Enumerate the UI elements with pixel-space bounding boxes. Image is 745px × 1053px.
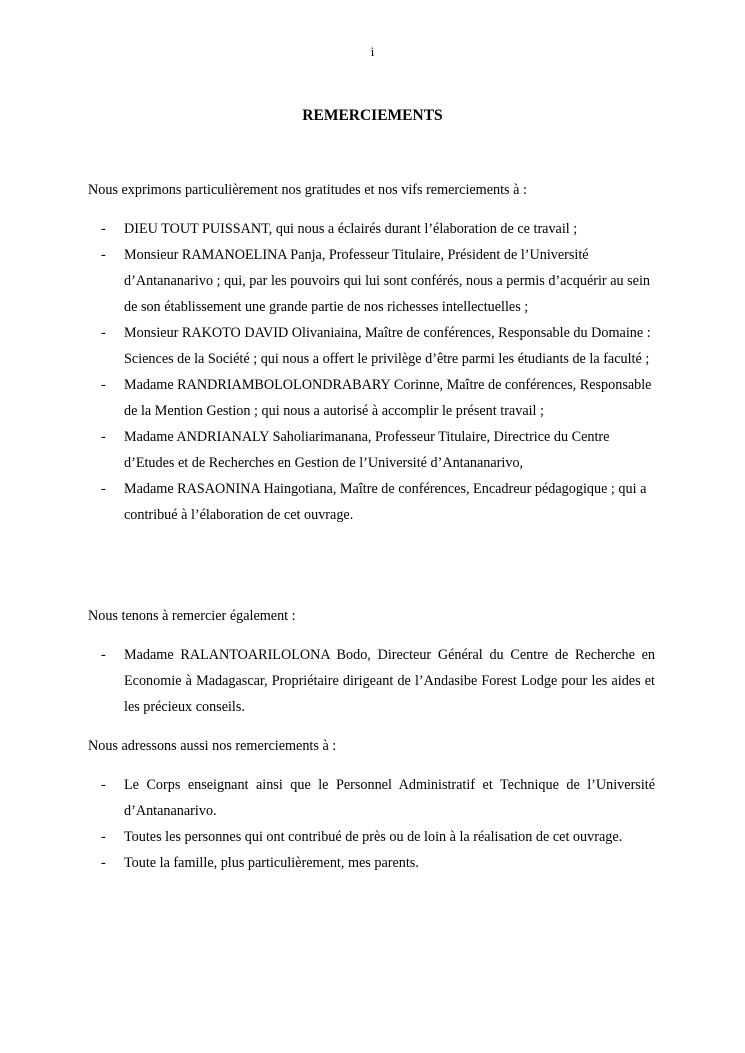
bullet-dash: -	[101, 647, 106, 663]
list-item-text: Toute la famille, plus particulièrement, mes parents.	[124, 855, 419, 871]
bullet-dash: -	[101, 777, 106, 793]
acknowledgement-list-2	[88, 642, 655, 720]
list-item	[88, 372, 655, 424]
page-title: REMERCIEMENTS	[302, 107, 443, 124]
bullet-dash: -	[101, 221, 106, 237]
bullet-dash: -	[101, 855, 106, 871]
bullet-dash: -	[101, 325, 106, 341]
list-item	[88, 824, 655, 850]
list-item-text: Toutes les personnes qui ont contribué de près ou de loin à la réalisation de cet ouvrage.	[124, 829, 623, 845]
list-item	[88, 424, 655, 476]
list-item-text: Monsieur RAKOTO DAVID Olivaniaina, Maître de conférences, Responsable du Domaine : Sciences de la Société ; qui nous a offert le privilège d’être parmi les étudiants de la faculté ;	[124, 325, 651, 367]
bullet-dash: -	[101, 377, 106, 393]
list-item	[88, 642, 655, 720]
page-number: i	[370, 44, 375, 59]
bullet-dash: -	[101, 247, 106, 263]
list-item	[88, 850, 655, 876]
list-item-text: DIEU TOUT PUISSANT, qui nous a éclairés durant l’élaboration de ce travail ;	[124, 221, 578, 237]
list-item	[88, 476, 655, 528]
acknowledgement-list-1	[88, 216, 655, 528]
bullet-dash: -	[101, 829, 106, 845]
intro-paragraph-2: Nous tenons à remercier également :	[88, 608, 296, 624]
list-item	[88, 772, 655, 824]
bullet-dash: -	[101, 481, 106, 497]
bullet-dash: -	[101, 429, 106, 445]
acknowledgement-list-3	[88, 772, 655, 876]
intro-paragraph-3: Nous adressons aussi nos remerciements à :	[88, 738, 337, 754]
list-item-text: Monsieur RAMANOELINA Panja, Professeur Titulaire, Président de l’Université d’Antananarivo ; qui, par les pouvoirs qui lui sont conférés, nous a permis d’acquérir au sein de son établissement une grande partie de nos richesses intellectuelles ;	[124, 247, 650, 315]
list-item-text: Le Corps enseignant ainsi que le Personnel Administratif et Technique de l’Université d’Antananarivo.	[124, 777, 655, 819]
list-item-text: Madame RALANTOARILOLONA Bodo, Directeur Général du Centre de Recherche en Economie à Madagascar, Propriétaire dirigeant de l’Andasibe Forest Lodge pour les aides et les précieux conseils.	[124, 647, 655, 715]
list-item-text: Madame RASAONINA Haingotiana, Maître de conférences, Encadreur pédagogique ; qui a contribué à l’élaboration de cet ouvrage.	[124, 481, 647, 523]
list-item-text: Madame ANDRIANALY Saholiarimanana, Professeur Titulaire, Directrice du Centre d’Etudes et de Recherches en Gestion de l’Université d’Antananarivo,	[124, 429, 610, 471]
list-item	[88, 242, 655, 320]
list-item	[88, 216, 655, 242]
intro-paragraph-1: Nous exprimons particulièrement nos gratitudes et nos vifs remerciements à :	[88, 182, 527, 198]
list-item-text: Madame RANDRIAMBOLOLONDRABARY Corinne, Maître de conférences, Responsable de la Mention Gestion ; qui nous a autorisé à accomplir le présent travail ;	[124, 377, 652, 419]
list-item	[88, 320, 655, 372]
